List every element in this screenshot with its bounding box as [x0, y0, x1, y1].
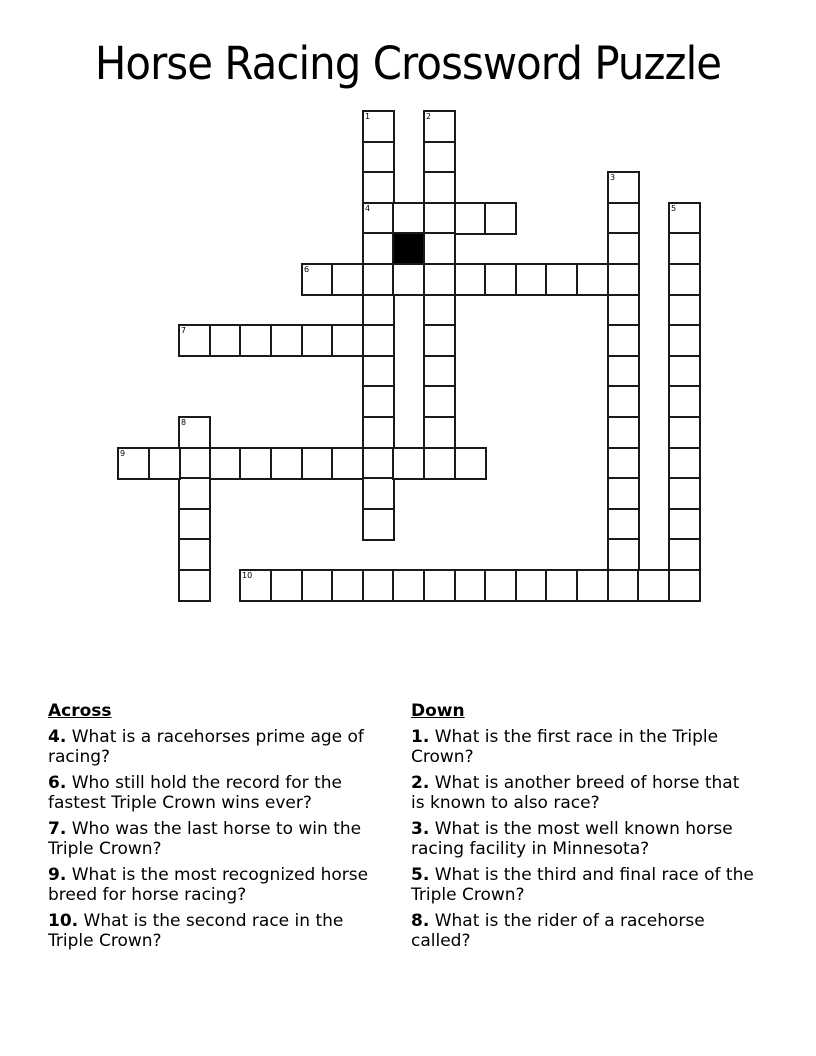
clue-number-label: 7	[181, 326, 187, 335]
grid-cell[interactable]	[331, 569, 364, 602]
grid-cell[interactable]	[362, 110, 395, 143]
clue-across-6	[48, 773, 393, 813]
grid-cell[interactable]	[668, 294, 701, 327]
grid-cell[interactable]	[178, 324, 211, 357]
clue-number: 1.	[411, 727, 430, 747]
clue-number: 3.	[411, 819, 430, 839]
grid-cell[interactable]	[607, 355, 640, 388]
grid-cell[interactable]	[515, 569, 548, 602]
grid-cell[interactable]	[668, 355, 701, 388]
grid-cell[interactable]	[454, 263, 487, 296]
grid-cell[interactable]	[362, 416, 395, 449]
grid-cell[interactable]	[607, 538, 640, 571]
clue-number-label: 6	[304, 265, 310, 274]
clue-number-label: 1	[365, 112, 371, 121]
grid-cell[interactable]	[423, 355, 456, 388]
clue-text: What is the first race in the Triple Crown?	[411, 727, 719, 767]
grid-cell[interactable]	[423, 263, 456, 296]
grid-cell[interactable]	[178, 538, 211, 571]
grid-cell[interactable]	[454, 447, 487, 480]
clue-number-label: 3	[610, 173, 616, 182]
grid-cell[interactable]	[607, 447, 640, 480]
clue-number-label: 10	[242, 571, 253, 580]
clue-number: 8.	[411, 911, 430, 931]
grid-cell[interactable]	[423, 110, 456, 143]
grid-cell[interactable]	[331, 263, 364, 296]
clue-number: 6.	[48, 773, 67, 793]
clue-number: 5.	[411, 865, 430, 885]
grid-cell[interactable]	[362, 202, 395, 235]
clue-text: What is the most recognized horse breed for horse racing?	[48, 865, 369, 905]
grid-cell[interactable]	[668, 385, 701, 418]
clue-text: What is the rider of a racehorse called?	[411, 911, 705, 951]
grid-cell[interactable]	[576, 569, 609, 602]
grid-cell[interactable]	[545, 569, 578, 602]
grid-cell[interactable]	[423, 202, 456, 235]
grid-cell[interactable]	[668, 477, 701, 510]
grid-cell[interactable]	[423, 171, 456, 204]
grid-cell[interactable]	[301, 324, 334, 357]
grid-cell[interactable]	[301, 569, 334, 602]
grid-cell[interactable]	[668, 416, 701, 449]
grid-cell[interactable]	[178, 416, 211, 449]
clue-down-5	[411, 865, 756, 905]
grid-cell[interactable]	[607, 324, 640, 357]
across-heading: Across	[48, 701, 112, 721]
grid-cell[interactable]	[362, 569, 395, 602]
grid-cell[interactable]	[423, 324, 456, 357]
grid-cell[interactable]	[178, 477, 211, 510]
clue-number-label: 2	[426, 112, 432, 121]
grid-cell[interactable]	[545, 263, 578, 296]
grid-cell[interactable]	[454, 202, 487, 235]
clue-down-8	[411, 911, 756, 951]
grid-cell[interactable]	[239, 447, 272, 480]
grid-cell[interactable]	[607, 477, 640, 510]
grid-cell[interactable]	[117, 447, 150, 480]
grid-cell[interactable]	[423, 232, 456, 265]
clue-down-3	[411, 819, 756, 859]
grid-cell[interactable]	[668, 508, 701, 541]
clue-down-1	[411, 727, 756, 767]
grid-cell[interactable]	[392, 202, 425, 235]
grid-cell[interactable]	[484, 202, 517, 235]
clue-text: What is the second race in the Triple Crown?	[48, 911, 344, 951]
grid-cell[interactable]	[423, 385, 456, 418]
down-clues	[411, 700, 756, 957]
clue-text: Who still hold the record for the fastest Triple Crown wins ever?	[48, 773, 342, 813]
grid-cell[interactable]	[607, 508, 640, 541]
grid-cell[interactable]	[607, 569, 640, 602]
clue-across-7	[48, 819, 393, 859]
clue-text: What is another breed of horse that is known to also race?	[411, 773, 740, 813]
grid-cell[interactable]	[362, 141, 395, 174]
page-title: Horse Racing Crossword Puzzle	[94, 37, 722, 90]
clue-text: What is the most well known horse racing facility in Minnesota?	[411, 819, 733, 859]
grid-cell[interactable]	[637, 569, 670, 602]
clue-text: What is a racehorses prime age of racing?	[48, 727, 364, 767]
grid-cell[interactable]	[576, 263, 609, 296]
grid-cell[interactable]	[392, 569, 425, 602]
grid-cell[interactable]	[331, 447, 364, 480]
clue-down-2	[411, 773, 756, 813]
clue-text: What is the third and final race of the Triple Crown?	[411, 865, 754, 905]
grid-cell[interactable]	[178, 447, 211, 480]
grid-cell[interactable]	[515, 263, 548, 296]
grid-cell[interactable]	[362, 294, 395, 327]
grid-cell[interactable]	[362, 324, 395, 357]
grid-cell[interactable]	[209, 447, 242, 480]
grid-cell[interactable]	[392, 263, 425, 296]
grid-cell[interactable]	[362, 263, 395, 296]
clue-number: 2.	[411, 773, 430, 793]
grid-cell[interactable]	[423, 569, 456, 602]
grid-cell[interactable]	[270, 569, 303, 602]
grid-cell[interactable]	[607, 171, 640, 204]
grid-cell[interactable]	[239, 324, 272, 357]
grid-cell[interactable]	[484, 569, 517, 602]
grid-cell[interactable]	[239, 569, 272, 602]
clue-text: Who was the last horse to win the Triple Crown?	[48, 819, 362, 859]
clue-across-9	[48, 865, 393, 905]
grid-cell[interactable]	[362, 171, 395, 204]
grid-cell[interactable]	[178, 508, 211, 541]
grid-cell[interactable]	[362, 508, 395, 541]
grid-cell[interactable]	[454, 569, 487, 602]
grid-cell[interactable]	[607, 263, 640, 296]
grid-cell[interactable]	[668, 447, 701, 480]
grid-cell[interactable]	[668, 538, 701, 571]
clue-number-label: 9	[120, 449, 126, 458]
grid-cell[interactable]	[423, 416, 456, 449]
grid-cell[interactable]	[331, 324, 364, 357]
clue-number: 7.	[48, 819, 67, 839]
grid-cell[interactable]	[423, 141, 456, 174]
grid-cell[interactable]	[362, 232, 395, 265]
grid-cell[interactable]	[423, 447, 456, 480]
grid-cell[interactable]	[607, 202, 640, 235]
grid-cell[interactable]	[209, 324, 242, 357]
grid-cell[interactable]	[607, 416, 640, 449]
grid-cell[interactable]	[668, 324, 701, 357]
grid-cell[interactable]	[392, 447, 425, 480]
grid-cell[interactable]	[148, 447, 181, 480]
clue-number: 9.	[48, 865, 67, 885]
clue-across-4	[48, 727, 393, 767]
clue-number-label: 4	[365, 204, 371, 213]
grid-cell[interactable]	[423, 294, 456, 327]
grid-cell[interactable]	[607, 385, 640, 418]
black-cell	[392, 232, 425, 265]
grid-cell[interactable]	[484, 263, 517, 296]
grid-cell[interactable]	[270, 447, 303, 480]
grid-cell[interactable]	[301, 263, 334, 296]
grid-cell[interactable]	[668, 202, 701, 235]
grid-cell[interactable]	[178, 569, 211, 602]
grid-cell[interactable]	[607, 294, 640, 327]
grid-cell[interactable]	[668, 569, 701, 602]
grid-cell[interactable]	[301, 447, 334, 480]
grid-cell[interactable]	[362, 447, 395, 480]
across-clues	[48, 700, 393, 957]
clue-number-label: 5	[671, 204, 677, 213]
grid-cell[interactable]	[362, 385, 395, 418]
clue-number-label: 8	[181, 418, 187, 427]
clue-number: 10.	[48, 911, 79, 931]
grid-cell[interactable]	[668, 232, 701, 265]
grid-cell[interactable]	[362, 355, 395, 388]
clue-across-10	[48, 911, 393, 951]
grid-cell[interactable]	[362, 477, 395, 510]
clue-number: 4.	[48, 727, 67, 747]
grid-cell[interactable]	[607, 232, 640, 265]
grid-cell[interactable]	[270, 324, 303, 357]
down-heading: Down	[411, 701, 465, 721]
grid-cell[interactable]	[668, 263, 701, 296]
